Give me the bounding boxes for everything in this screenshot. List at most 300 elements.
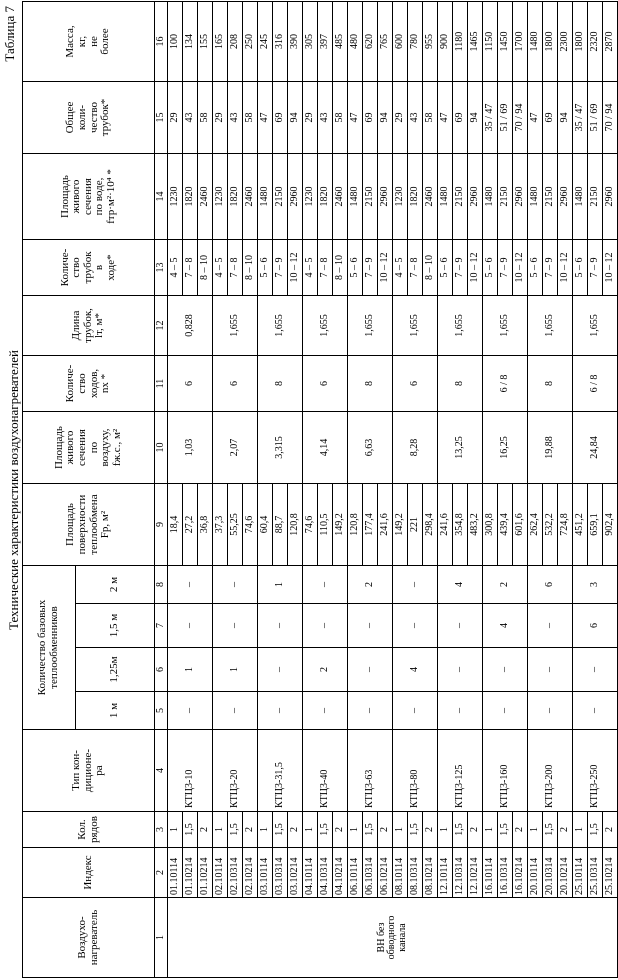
tubes-per-pass-cell: 4 – 5 [168,240,183,296]
total-tubes-cell: 29 [213,82,228,154]
conditioner-type-cell: КТЦ3-63 [348,730,393,812]
column-number-row [155,2,168,978]
base-exchanger-count-cell: 1 [258,566,303,604]
rows-count-cell: 1 [303,812,318,848]
header-base-15m: 1,5 м [76,604,155,648]
header-tube-length: Длина трубок, lт, м* [23,296,155,356]
tubes-per-pass-cell: 7 – 9 [543,240,558,296]
tubes-per-pass-cell: 7 – 8 [408,240,423,296]
total-tubes-cell: 47 [348,82,363,154]
tube-length-cell: 1,655 [528,296,573,356]
base-exchanger-count-cell: 2 [483,566,528,604]
table-row [363,2,378,978]
header-mass: Масса, кг, не более [23,2,155,82]
total-tubes-cell: 51 / 69 [498,82,513,154]
mass-cell: 250 [243,2,258,82]
table-row [558,2,573,978]
base-exchanger-count-cell: – [213,692,258,730]
base-exchanger-count-cell: – [483,648,528,692]
air-section-cell: 16,25 [483,412,528,484]
surface-area-cell: 483,2 [468,484,483,566]
rows-count-cell: 1,5 [183,812,198,848]
mass-cell: 316 [273,2,288,82]
air-section-cell: 2,07 [213,412,258,484]
mass-cell: 1465 [468,2,483,82]
index-cell: 04.10214 [333,848,348,898]
table-row [438,2,453,978]
mass-cell: 620 [363,2,378,82]
air-section-cell: 6,63 [348,412,393,484]
base-exchanger-count-cell: – [393,692,438,730]
table-row [468,2,483,978]
mass-cell: 390 [288,2,303,82]
water-section-cell: 2960 [378,154,393,240]
mass-cell: 1450 [498,2,513,82]
tube-length-cell: 1,655 [213,296,258,356]
base-exchanger-count-cell: – [573,648,618,692]
table-row [408,2,423,978]
table-row [273,2,288,978]
mass-cell: 1180 [453,2,468,82]
index-cell: 06.10314 [363,848,378,898]
base-exchanger-count-cell: 6 [528,566,573,604]
water-section-cell: 1480 [528,154,543,240]
water-section-cell: 1230 [168,154,183,240]
base-exchanger-count-cell: – [528,692,573,730]
rows-count-cell: 1,5 [363,812,378,848]
header-base-125m: 1,25м [76,648,155,692]
water-section-cell: 1820 [228,154,243,240]
tube-length-cell: 1,655 [438,296,483,356]
rows-count-cell: 2 [513,812,528,848]
tubes-per-pass-cell: 7 – 9 [453,240,468,296]
rows-count-cell: 1 [168,812,183,848]
table-row [348,2,363,978]
base-exchanger-count-cell: – [348,692,393,730]
column-number: 13 [155,240,168,296]
surface-area-cell: 177,4 [363,484,378,566]
surface-area-cell: 60,4 [258,484,273,566]
tubes-per-pass-cell: 5 – 6 [348,240,363,296]
rows-count-cell: 1 [393,812,408,848]
water-section-cell: 1480 [348,154,363,240]
base-exchanger-count-cell: – [168,692,213,730]
rows-count-cell: 1 [348,812,363,848]
index-cell: 20.10214 [558,848,573,898]
mass-cell: 2300 [558,2,573,82]
base-exchanger-count-cell: – [258,604,303,648]
passes-cell: 8 [528,356,573,412]
conditioner-type-cell: КТЦ3-250 [573,730,618,812]
tubes-per-pass-cell: 8 – 10 [243,240,258,296]
index-cell: 03.10214 [288,848,303,898]
total-tubes-cell: 29 [303,82,318,154]
tubes-per-pass-cell: 8 – 10 [198,240,213,296]
table-row [423,2,438,978]
table-row [483,2,498,978]
surface-area-cell: 241,6 [438,484,453,566]
water-section-cell: 2150 [588,154,603,240]
base-exchanger-count-cell: 4 [438,566,483,604]
total-tubes-cell: 70 / 94 [513,82,528,154]
base-exchanger-count-cell: – [438,648,483,692]
tubes-per-pass-cell: 10 – 12 [468,240,483,296]
mass-cell: 480 [348,2,363,82]
index-cell: 06.10114 [348,848,363,898]
water-section-cell: 1480 [573,154,588,240]
tubes-per-pass-cell: 8 – 10 [423,240,438,296]
total-tubes-cell: 69 [363,82,378,154]
air-section-cell: 4,14 [303,412,348,484]
surface-area-cell: 18,4 [168,484,183,566]
index-cell: 25.10114 [573,848,588,898]
water-section-cell: 2960 [468,154,483,240]
index-cell: 16.10214 [513,848,528,898]
total-tubes-cell: 47 [528,82,543,154]
table-row [318,2,333,978]
water-section-cell: 2150 [543,154,558,240]
base-exchanger-count-cell: 1 [168,648,213,692]
mass-cell: 100 [168,2,183,82]
tube-length-cell: 1,655 [483,296,528,356]
base-exchanger-count-cell: – [483,692,528,730]
header-total-tubes: Общее коли- чество трубок* [23,82,155,154]
index-cell: 02.10214 [243,848,258,898]
base-exchanger-count-cell: – [528,648,573,692]
tube-length-cell: 1,655 [303,296,348,356]
table-row [543,2,558,978]
tube-length-cell: 1,655 [348,296,393,356]
surface-area-cell: 439,4 [498,484,513,566]
water-section-cell: 2960 [603,154,618,240]
tubes-per-pass-cell: 5 – 6 [438,240,453,296]
index-cell: 08.10314 [408,848,423,898]
water-section-cell: 2150 [363,154,378,240]
surface-area-cell: 300,8 [483,484,498,566]
tubes-per-pass-cell: 7 – 8 [228,240,243,296]
total-tubes-cell: 70 / 94 [603,82,618,154]
tubes-per-pass-cell: 5 – 6 [573,240,588,296]
total-tubes-cell: 29 [393,82,408,154]
index-cell: 25.10314 [588,848,603,898]
rows-count-cell: 1,5 [318,812,333,848]
total-tubes-cell: 58 [333,82,348,154]
conditioner-type-cell: КТЦ3-125 [438,730,483,812]
tubes-per-pass-cell: 7 – 9 [273,240,288,296]
header-index: Индекс [23,848,155,898]
conditioner-type-cell: КТЦ3-20 [213,730,258,812]
total-tubes-cell: 43 [183,82,198,154]
rows-count-cell: 2 [243,812,258,848]
index-cell: 12.10214 [468,848,483,898]
total-tubes-cell: 69 [453,82,468,154]
mass-cell: 245 [258,2,273,82]
conditioner-type-cell: КТЦ3-31,5 [258,730,303,812]
tubes-per-pass-cell: 8 – 10 [333,240,348,296]
index-cell: 01.10114 [168,848,183,898]
rows-count-cell: 1,5 [543,812,558,848]
conditioner-type-cell: КТЦ3-200 [528,730,573,812]
water-section-cell: 2960 [558,154,573,240]
mass-cell: 600 [393,2,408,82]
table-row [573,2,588,978]
base-exchanger-count-cell: – [258,648,303,692]
table-row [168,2,183,978]
table-number: Таблица 7 [2,6,17,62]
column-number: 1 [155,898,168,978]
column-number: 14 [155,154,168,240]
air-section-cell: 3,315 [258,412,303,484]
rows-count-cell: 2 [378,812,393,848]
page-title: Технические характеристики воздухонагревателей [6,350,21,630]
header-passes: Количе- ство ходов, nх * [23,356,155,412]
mass-cell: 208 [228,2,243,82]
passes-cell: 8 [258,356,303,412]
table-row [498,2,513,978]
index-cell: 25.10214 [603,848,618,898]
mass-cell: 134 [183,2,198,82]
column-number: 15 [155,82,168,154]
surface-area-cell: 36,8 [198,484,213,566]
total-tubes-cell: 58 [198,82,213,154]
total-tubes-cell: 51 / 69 [588,82,603,154]
base-exchanger-count-cell: 4 [393,648,438,692]
base-exchanger-count-cell: – [348,604,393,648]
column-number: 11 [155,356,168,412]
header-base-exchangers: Количество базовых теплообменников [23,566,76,730]
column-number: 6 [155,648,168,692]
surface-area-cell: 74,6 [243,484,258,566]
surface-area-cell: 262,4 [528,484,543,566]
base-exchanger-count-cell: – [213,604,258,648]
total-tubes-cell: 58 [423,82,438,154]
header-rows: Кол. рядов [23,812,155,848]
total-tubes-cell: 94 [378,82,393,154]
table-row [513,2,528,978]
surface-area-cell: 149,2 [393,484,408,566]
rows-count-cell: 1 [573,812,588,848]
water-section-cell: 1480 [483,154,498,240]
mass-cell: 765 [378,2,393,82]
surface-area-cell: 74,6 [303,484,318,566]
conditioner-type-cell: КТЦ3-40 [303,730,348,812]
base-exchanger-count-cell: – [258,692,303,730]
tube-length-cell: 1,655 [258,296,303,356]
surface-area-cell: 37,3 [213,484,228,566]
index-cell: 01.10214 [183,848,198,898]
header-surface-area: Площадь поверхности теплообмена Fр, м² [23,484,155,566]
column-number: 8 [155,566,168,604]
water-section-cell: 1820 [183,154,198,240]
column-number: 10 [155,412,168,484]
base-exchanger-count-cell: 2 [348,566,393,604]
base-exchanger-count-cell: – [168,604,213,648]
header-heater: Воздухо- нагреватель [23,898,155,978]
conditioner-type-cell: КТЦ3-80 [393,730,438,812]
mass-cell: 1800 [573,2,588,82]
passes-cell: 6 [393,356,438,412]
tubes-per-pass-cell: 4 – 5 [393,240,408,296]
table-row [333,2,348,978]
tubes-per-pass-cell: 5 – 6 [528,240,543,296]
column-number: 2 [155,848,168,898]
index-cell: 02.10314 [228,848,243,898]
surface-area-cell: 298,4 [423,484,438,566]
water-section-cell: 1820 [318,154,333,240]
tube-length-cell: 0,828 [168,296,213,356]
table-row [243,2,258,978]
surface-area-cell: 354,8 [453,484,468,566]
mass-cell: 305 [303,2,318,82]
rows-count-cell: 1 [528,812,543,848]
air-section-cell: 19,88 [528,412,573,484]
water-section-cell: 2460 [333,154,348,240]
total-tubes-cell: 94 [288,82,303,154]
surface-area-cell: 110,5 [318,484,333,566]
tubes-per-pass-cell: 10 – 12 [558,240,573,296]
base-exchanger-count-cell: – [348,648,393,692]
index-cell: 16.10114 [483,848,498,898]
table-row [378,2,393,978]
index-cell: 20.10314 [543,848,558,898]
tubes-per-pass-cell: 7 – 8 [183,240,198,296]
air-section-cell: 24,84 [573,412,618,484]
rows-count-cell: 1,5 [408,812,423,848]
mass-cell: 1150 [483,2,498,82]
index-cell: 12.10114 [438,848,453,898]
total-tubes-cell: 69 [543,82,558,154]
rows-count-cell: 1,5 [588,812,603,848]
base-exchanger-count-cell: 2 [303,648,348,692]
mass-cell: 155 [198,2,213,82]
column-number: 4 [155,730,168,812]
passes-cell: 6 [168,356,213,412]
air-section-cell: 1,03 [168,412,213,484]
tubes-per-pass-cell: 4 – 5 [303,240,318,296]
water-section-cell: 2150 [453,154,468,240]
air-section-cell: 8,28 [393,412,438,484]
tubes-per-pass-cell: 10 – 12 [288,240,303,296]
passes-cell: 6 [213,356,258,412]
mass-cell: 485 [333,2,348,82]
table-row [213,2,228,978]
water-section-cell: 1480 [438,154,453,240]
surface-area-cell: 149,2 [333,484,348,566]
tubes-per-pass-cell: 5 – 6 [258,240,273,296]
surface-area-cell: 27,2 [183,484,198,566]
index-cell: 03.10314 [273,848,288,898]
total-tubes-cell: 35 / 47 [573,82,588,154]
index-cell: 04.10114 [303,848,318,898]
tubes-per-pass-cell: 7 – 9 [498,240,513,296]
base-exchanger-count-cell: – [303,692,348,730]
surface-area-cell: 451,2 [573,484,588,566]
rows-count-cell: 2 [288,812,303,848]
column-number: 3 [155,812,168,848]
water-section-cell: 1230 [393,154,408,240]
table-row [183,2,198,978]
mass-cell: 2870 [603,2,618,82]
header-water-section: Площадь живого сечения по воде, fтр·м²·10⁴ * [23,154,155,240]
rows-count-cell: 1 [213,812,228,848]
conditioner-type-cell: КТЦ3-10 [168,730,213,812]
header-base-1m: 1 м [76,692,155,730]
header-air-section: Площадь живого сечения по воздуху, fж.с., м² [23,412,155,484]
air-section-cell: 13,25 [438,412,483,484]
surface-area-cell: 120,8 [288,484,303,566]
rows-count-cell: 2 [198,812,213,848]
water-section-cell: 2150 [498,154,513,240]
mass-cell: 2320 [588,2,603,82]
surface-area-cell: 241,6 [378,484,393,566]
base-exchanger-count-cell: – [438,604,483,648]
index-cell: 08.10214 [423,848,438,898]
conditioner-type-cell: КТЦ3-160 [483,730,528,812]
water-section-cell: 2960 [513,154,528,240]
water-section-cell: 2960 [288,154,303,240]
index-cell: 04.10314 [318,848,333,898]
rows-count-cell: 1 [258,812,273,848]
rows-count-cell: 2 [423,812,438,848]
rows-count-cell: 1,5 [453,812,468,848]
total-tubes-cell: 43 [408,82,423,154]
total-tubes-cell: 47 [258,82,273,154]
characteristics-table [22,1,618,978]
heater-type-cell: ВН без обводного канала [168,898,618,978]
water-section-cell: 1820 [408,154,423,240]
column-number: 5 [155,692,168,730]
total-tubes-cell: 43 [318,82,333,154]
mass-cell: 900 [438,2,453,82]
total-tubes-cell: 94 [468,82,483,154]
total-tubes-cell: 35 / 47 [483,82,498,154]
column-number: 16 [155,2,168,82]
rows-count-cell: 2 [333,812,348,848]
column-number: 9 [155,484,168,566]
surface-area-cell: 55,25 [228,484,243,566]
base-exchanger-count-cell: – [168,566,213,604]
total-tubes-cell: 47 [438,82,453,154]
index-cell: 01.10214 [198,848,213,898]
column-number: 7 [155,604,168,648]
total-tubes-cell: 58 [243,82,258,154]
tube-length-cell: 1,655 [393,296,438,356]
water-section-cell: 1480 [258,154,273,240]
rows-count-cell: 2 [558,812,573,848]
table-row [303,2,318,978]
base-exchanger-count-cell: – [438,692,483,730]
rows-count-cell: 1,5 [273,812,288,848]
base-exchanger-count-cell: – [393,566,438,604]
surface-area-cell: 120,8 [348,484,363,566]
surface-area-cell: 659,1 [588,484,603,566]
rows-count-cell: 1,5 [228,812,243,848]
water-section-cell: 2460 [198,154,213,240]
total-tubes-cell: 69 [273,82,288,154]
tubes-per-pass-cell: 10 – 12 [513,240,528,296]
total-tubes-cell: 43 [228,82,243,154]
tube-length-cell: 1,655 [573,296,618,356]
total-tubes-cell: 29 [168,82,183,154]
base-exchanger-count-cell: – [303,566,348,604]
mass-cell: 165 [213,2,228,82]
table-row [453,2,468,978]
rows-count-cell: 2 [603,812,618,848]
mass-cell: 955 [423,2,438,82]
base-exchanger-count-cell: – [213,566,258,604]
base-exchanger-count-cell: – [393,604,438,648]
tubes-per-pass-cell: 10 – 12 [603,240,618,296]
